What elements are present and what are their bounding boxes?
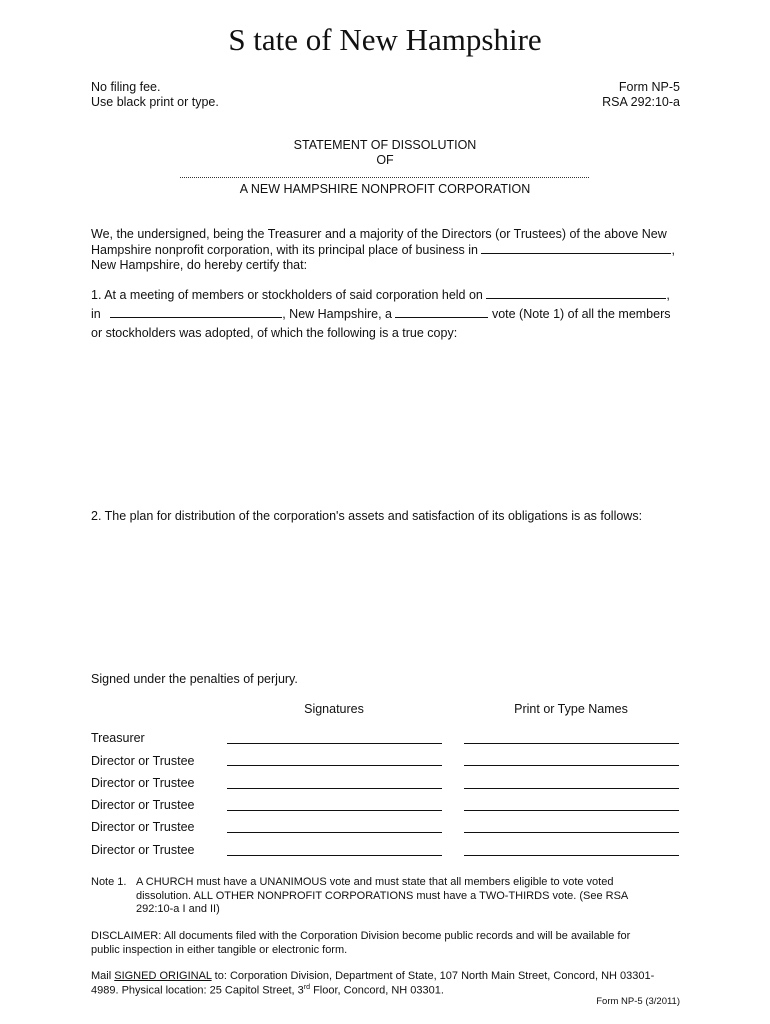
- mail-line-1: [91, 970, 654, 982]
- intro-line-3: New Hampshire, do hereby certify that:: [91, 258, 308, 272]
- rsa-reference: RSA 292:10-a: [602, 95, 680, 109]
- black-print-text: Use black print or type.: [91, 95, 219, 109]
- vote-note-text: vote (Note 1) of all the members: [491, 307, 671, 321]
- disclaimer-line-1: DISCLAIMER: All documents filed with the Corporation Division become public records and will be available for: [91, 930, 631, 942]
- director-3-name-line[interactable]: [464, 810, 679, 811]
- in-text: in: [91, 307, 101, 321]
- signer-role-director-2: Director or Trustee: [91, 776, 195, 790]
- page-title: S tate of New Hampshire: [228, 22, 542, 57]
- disclaimer-line-2: public inspection in either tangible or electronic form.: [91, 944, 348, 956]
- no-filing-fee-text: No filing fee.: [91, 80, 161, 94]
- treasurer-name-line[interactable]: [464, 743, 679, 744]
- signatures-column-header: Signatures: [304, 702, 364, 716]
- director-2-signature-line[interactable]: [227, 788, 442, 789]
- item1-line-1: [91, 287, 670, 302]
- director-1-signature-line[interactable]: [227, 765, 442, 766]
- signer-role-director-1: Director or Trustee: [91, 754, 195, 768]
- footer-form-revision: Form NP-5 (3/2011): [596, 996, 680, 1007]
- director-4-signature-line[interactable]: [227, 832, 442, 833]
- intro-line-1: We, the undersigned, being the Treasurer and a majority of the Directors (or Trustees) of the above New: [91, 227, 667, 241]
- mail-line-2: [91, 984, 444, 997]
- director-5-signature-line[interactable]: [227, 855, 442, 856]
- treasurer-signature-line[interactable]: [227, 743, 442, 744]
- mail-prefix: Mail: [91, 970, 115, 982]
- floor-superscript: rd: [303, 984, 311, 991]
- director-4-name-line[interactable]: [464, 832, 679, 833]
- director-5-name-line[interactable]: [464, 855, 679, 856]
- resolution-text-area[interactable]: [91, 345, 681, 500]
- meeting-date-field[interactable]: [486, 287, 666, 299]
- item1-line-3: or stockholders was adopted, of which the following is a true copy:: [91, 326, 458, 340]
- of-heading: OF: [376, 153, 394, 167]
- perjury-statement: Signed under the penalties of perjury.: [91, 672, 298, 686]
- principal-place-field[interactable]: [481, 242, 671, 254]
- comma: ,: [671, 243, 675, 257]
- signed-original-text: SIGNED ORIGINAL: [114, 970, 212, 982]
- distribution-plan-area[interactable]: [91, 528, 681, 663]
- signer-role-director-3: Director or Trustee: [91, 798, 195, 812]
- note-1-label: Note 1.: [91, 876, 127, 888]
- note-1-line-3: 292:10-a I and II): [136, 903, 220, 915]
- new-hampshire-text: , New Hampshire, a: [282, 307, 392, 321]
- signer-role-director-4: Director or Trustee: [91, 820, 195, 834]
- item2-text: 2. The plan for distribution of the corporation's assets and satisfaction of its obligations is as follows:: [91, 509, 643, 523]
- physical-location-text: 4989. Physical location: 25 Capitol Street, 3: [91, 984, 304, 997]
- vote-type-field[interactable]: [395, 306, 488, 318]
- mail-address-text: to: Corporation Division, Department of State, 107 North Main Street, Concord, NH 03301-: [211, 970, 655, 982]
- intro-line-2-text: Hampshire nonprofit corporation, with its principal place of business in: [91, 243, 478, 257]
- director-1-name-line[interactable]: [464, 765, 679, 766]
- corporation-type-heading: A NEW HAMPSHIRE NONPROFIT CORPORATION: [239, 182, 531, 196]
- comma: ,: [666, 288, 670, 302]
- corporation-name-line[interactable]: [180, 177, 589, 178]
- names-column-header: Print or Type Names: [514, 702, 628, 716]
- intro-line-2: [91, 242, 675, 257]
- note-1-line-1: A CHURCH must have a UNANIMOUS vote and must state that all members eligible to vote voted: [136, 876, 614, 888]
- signer-role-treasurer: Treasurer: [91, 731, 145, 745]
- signer-role-director-5: Director or Trustee: [91, 843, 195, 857]
- form-number: Form NP-5: [618, 80, 680, 94]
- note-1-line-2: dissolution. ALL OTHER NONPROFIT CORPORATIONS must have a TWO-THIRDS vote. (See RSA: [136, 889, 629, 902]
- director-3-signature-line[interactable]: [227, 810, 442, 811]
- statement-heading: STATEMENT OF DISSOLUTION: [293, 138, 477, 152]
- physical-location-rest: Floor, Concord, NH 03301.: [310, 984, 444, 997]
- item1-line-2: [91, 306, 671, 321]
- director-2-name-line[interactable]: [464, 788, 679, 789]
- meeting-town-field[interactable]: [110, 306, 282, 318]
- item1-line-1-text: 1. At a meeting of members or stockholders of said corporation held on: [91, 288, 483, 302]
